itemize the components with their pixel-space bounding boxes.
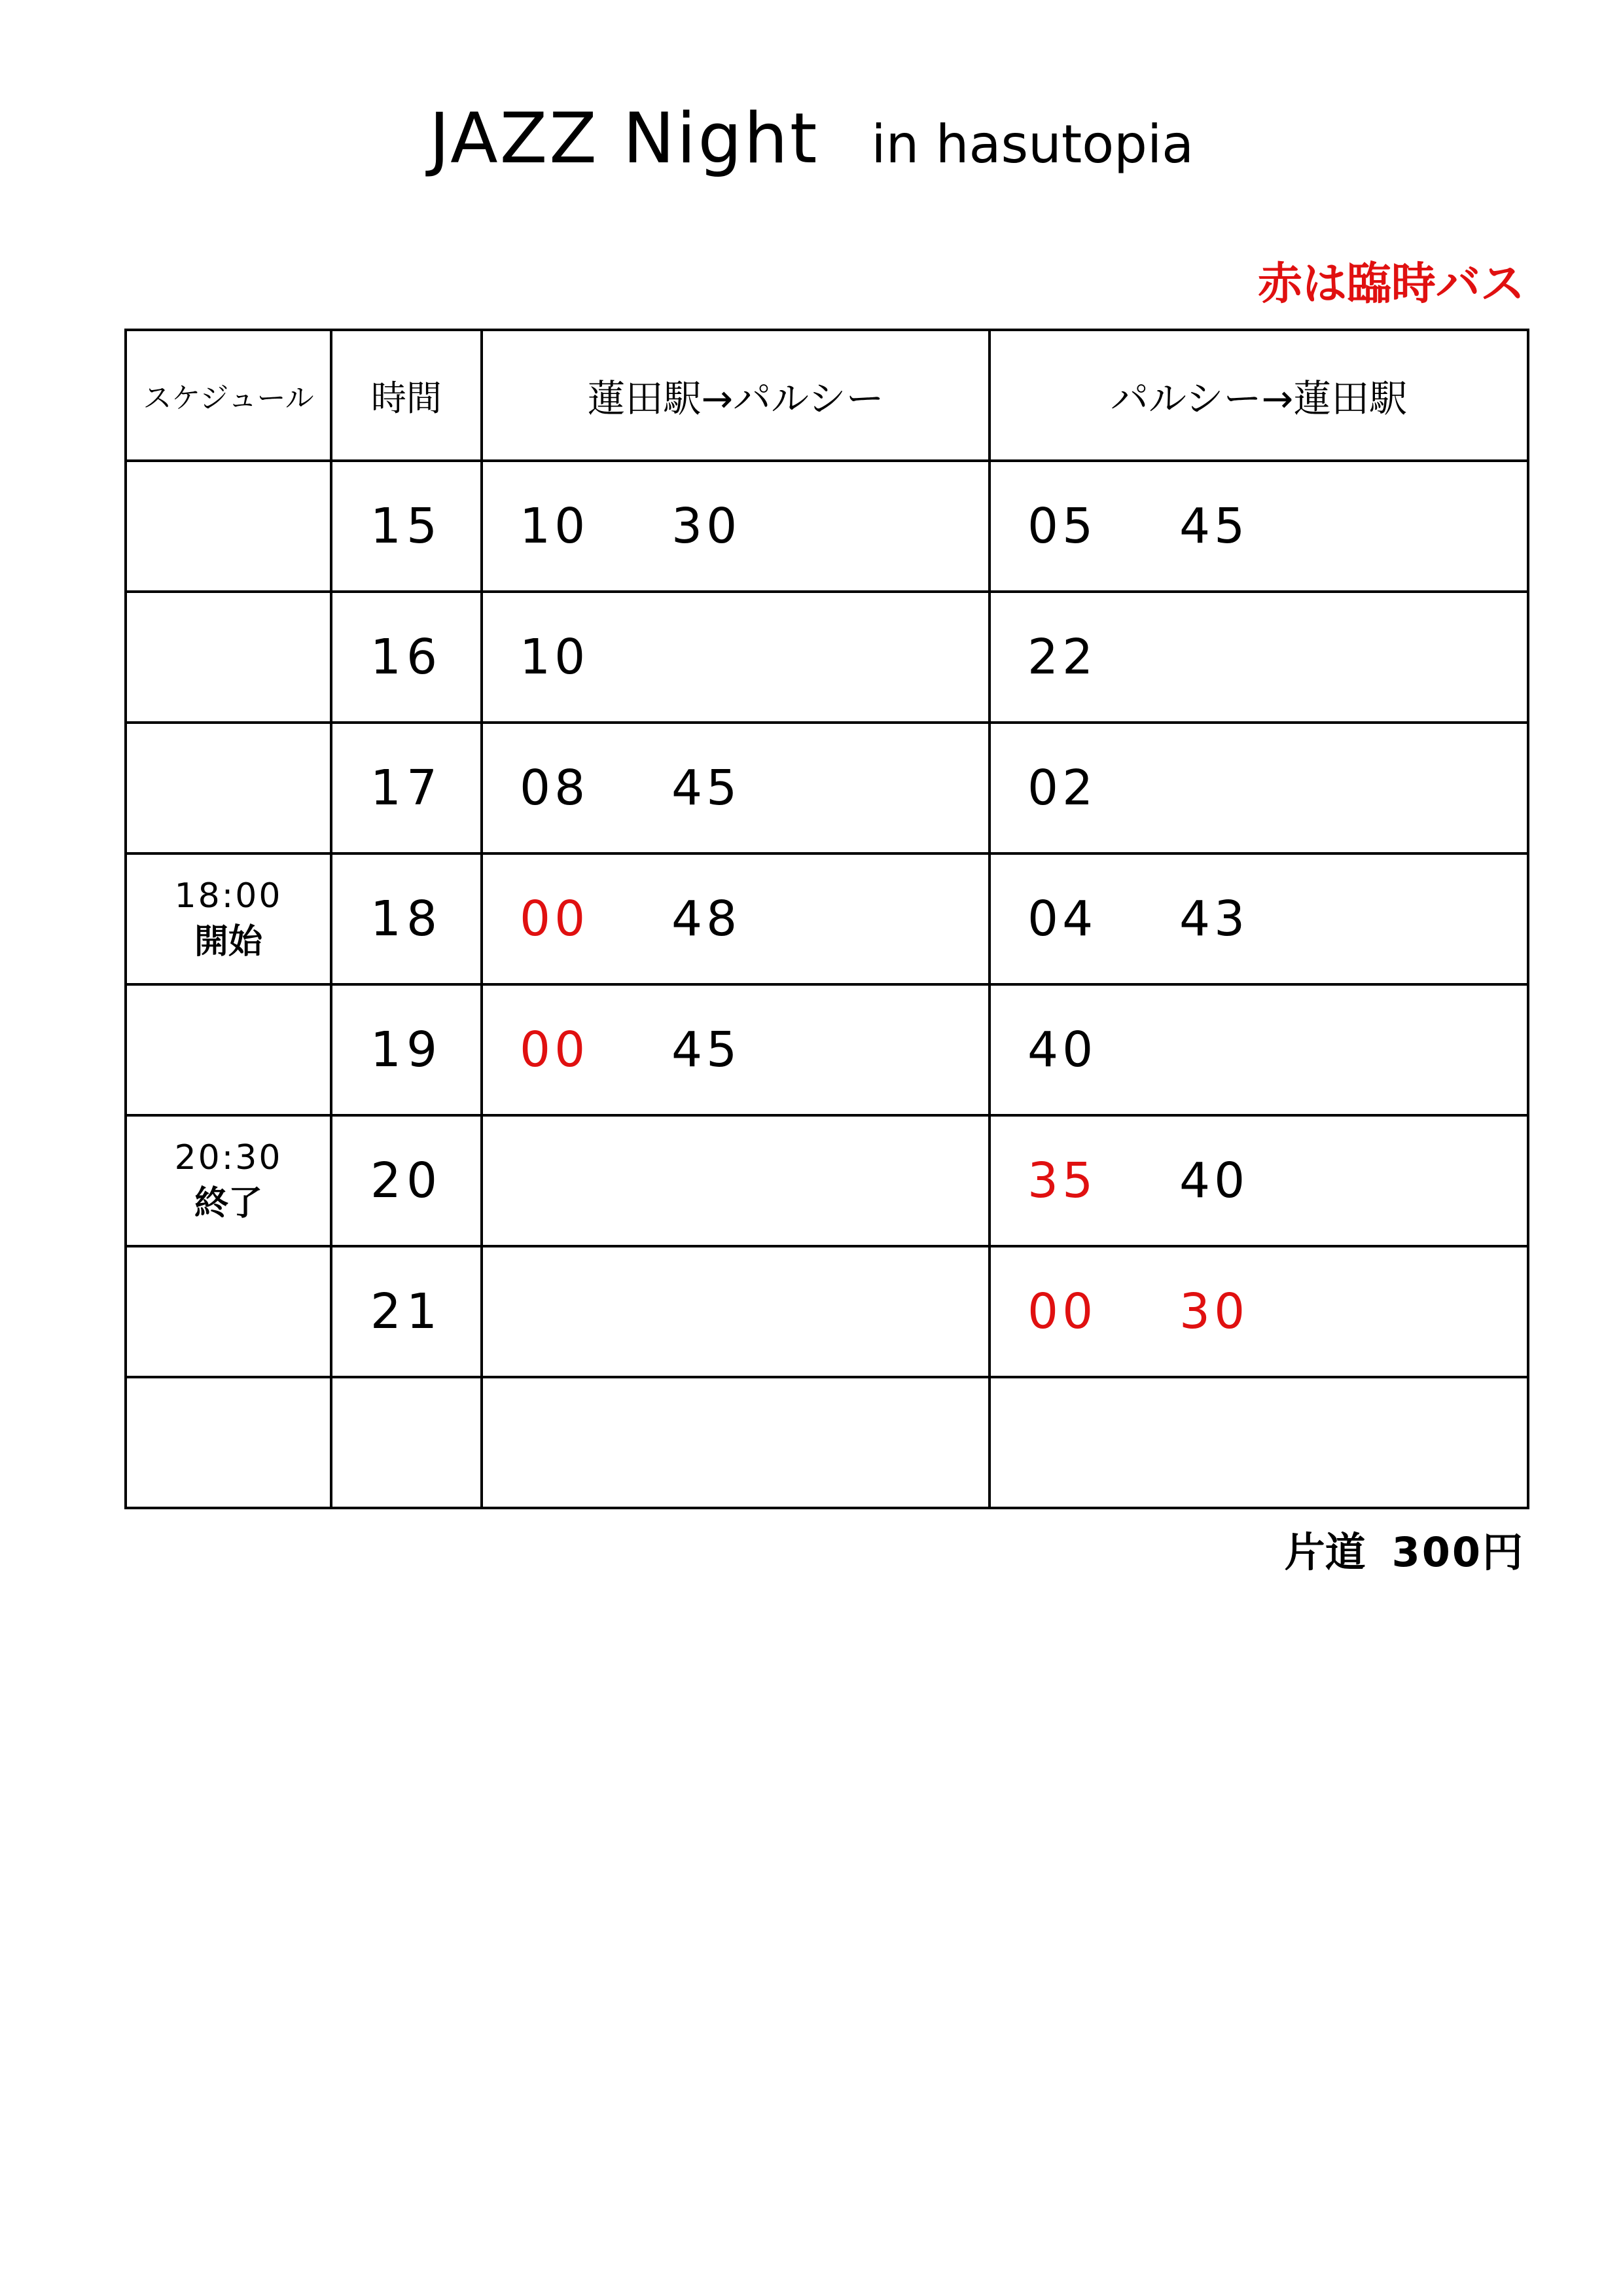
hasuda-to-parcy-cell (482, 723, 990, 853)
departure-minute: 40 (1027, 1022, 1097, 1078)
schedule-cell (126, 1377, 331, 1508)
hour-cell: 19 (331, 984, 482, 1115)
parcy-to-hasuda-cell (990, 1246, 1528, 1377)
schedule-event: 終了 (194, 1184, 262, 1223)
hasuda-to-parcy-cell (482, 461, 990, 592)
schedule-event: 開始 (194, 922, 262, 961)
departure-minute-extra: 35 (1027, 1153, 1097, 1209)
schedule-cell (126, 1246, 331, 1377)
table-row (126, 592, 1528, 723)
header-row (126, 330, 1528, 461)
departure-minute: 08 (520, 760, 590, 816)
parcy-to-hasuda-cell (990, 723, 1528, 853)
bus-timetable (124, 329, 1529, 1509)
header-hasuda-to-parcy: 蓮田駅→パルシー (482, 330, 990, 461)
departure-minute: 45 (671, 760, 741, 816)
hasuda-to-parcy-cell (482, 984, 990, 1115)
schedule-time: 18:00 (174, 876, 283, 916)
table-row (126, 1115, 1528, 1246)
title-sub: in hasutopia (871, 114, 1194, 175)
hasuda-to-parcy-cell (482, 1115, 990, 1246)
table-row (126, 723, 1528, 853)
hasuda-to-parcy-cell (482, 592, 990, 723)
hasuda-to-parcy-cell (482, 1377, 990, 1508)
departure-minute: 10 (520, 498, 590, 554)
table-row (126, 853, 1528, 984)
fare-label: 片道 (1284, 1528, 1366, 1576)
header-schedule: スケジュール (126, 330, 331, 461)
parcy-to-hasuda-cell (990, 592, 1528, 723)
schedule-cell (126, 592, 331, 723)
timetable-body (126, 461, 1528, 1508)
departure-minute: 48 (671, 891, 741, 947)
page-title (0, 98, 1623, 179)
hasuda-to-parcy-cell (482, 1246, 990, 1377)
departure-minute: 22 (1027, 629, 1097, 685)
fare-info (1285, 1520, 1525, 1578)
parcy-to-hasuda-cell (990, 984, 1528, 1115)
header-hour: 時間 (331, 330, 482, 461)
hour-cell: 16 (331, 592, 482, 723)
departure-minute: 02 (1027, 760, 1097, 816)
header-parcy-to-hasuda: パルシー→蓮田駅 (990, 330, 1528, 461)
schedule-cell (126, 1115, 331, 1246)
departure-minute-extra: 30 (1179, 1283, 1249, 1340)
departure-minute-extra: 00 (1027, 1283, 1097, 1340)
schedule-cell (126, 984, 331, 1115)
parcy-to-hasuda-cell (990, 461, 1528, 592)
hour-cell: 20 (331, 1115, 482, 1246)
departure-minute: 43 (1179, 891, 1249, 947)
hour-cell: 17 (331, 723, 482, 853)
hour-cell: 21 (331, 1246, 482, 1377)
title-main: JAZZ Night (429, 98, 819, 179)
departure-minute: 05 (1027, 498, 1097, 554)
schedule-cell (126, 461, 331, 592)
departure-minute: 30 (671, 498, 741, 554)
table-row (126, 984, 1528, 1115)
table-row (126, 461, 1528, 592)
schedule-time: 20:30 (174, 1138, 283, 1177)
parcy-to-hasuda-cell (990, 853, 1528, 984)
hour-cell (331, 1377, 482, 1508)
departure-minute-extra: 00 (520, 891, 590, 947)
hasuda-to-parcy-cell (482, 853, 990, 984)
departure-minute: 10 (520, 629, 590, 685)
parcy-to-hasuda-cell (990, 1377, 1528, 1508)
parcy-to-hasuda-cell (990, 1115, 1528, 1246)
table-row (126, 1377, 1528, 1508)
hour-cell: 18 (331, 853, 482, 984)
fare-amount: 300円 (1391, 1528, 1525, 1576)
table-row (126, 1246, 1528, 1377)
departure-minute: 45 (1179, 498, 1249, 554)
departure-minute: 04 (1027, 891, 1097, 947)
departure-minute: 40 (1179, 1153, 1249, 1209)
extra-bus-note: 赤は臨時バス (1257, 259, 1525, 310)
hour-cell: 15 (331, 461, 482, 592)
departure-minute-extra: 00 (520, 1022, 590, 1078)
schedule-cell (126, 723, 331, 853)
schedule-cell (126, 853, 331, 984)
departure-minute: 45 (671, 1022, 741, 1078)
